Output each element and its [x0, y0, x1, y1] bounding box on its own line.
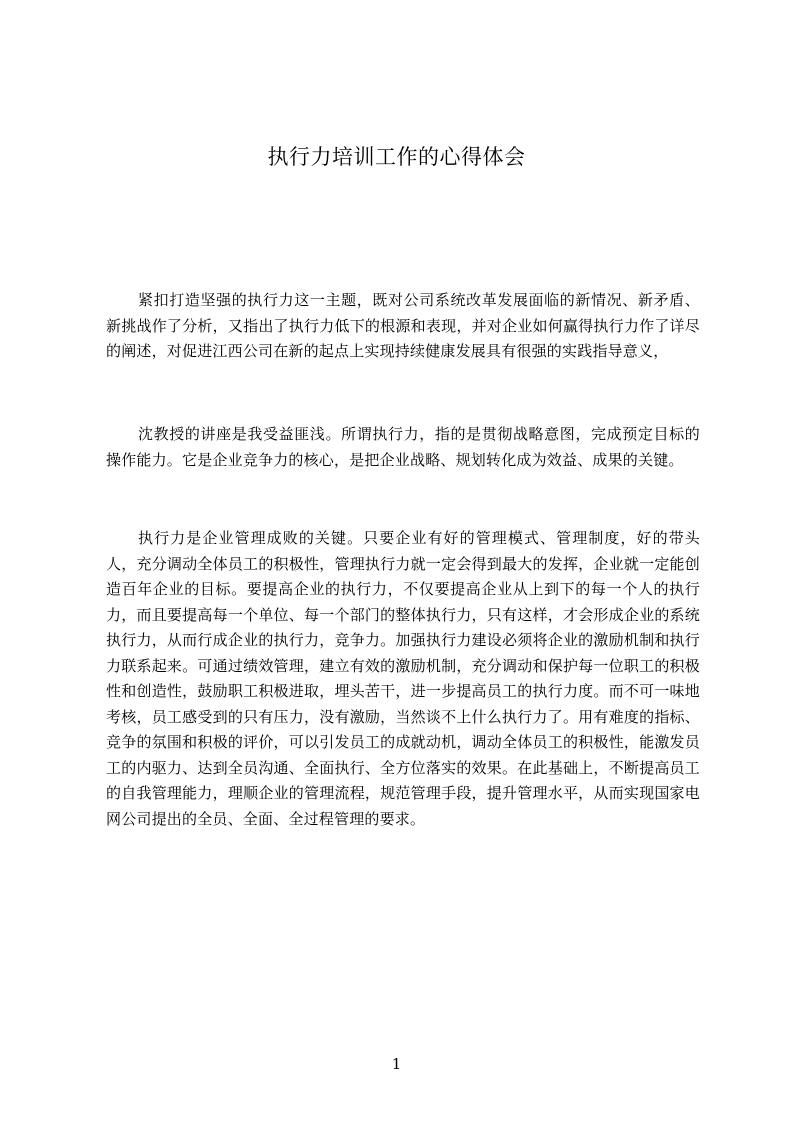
page-title: 执行力培训工作的心得体会: [267, 145, 526, 169]
paragraph-analysis: 执行力是企业管理成败的关键。只要企业有好的管理模式、管理制度，好的带头人，充分调动全体员工的积极性，管理执行力就一定会得到最大的发挥，企业就一定能创造百年企业的目标。要提高企业的执行力，不仅要提高企业从上到下的每一个人的执行力，而且要提高每一个单位、每一个部门的整体执行力，只有这样，才会形成企业的系统执行力，从而行成企业的执行力，竞争力。加强执行力建设必须将企业的激励机制和执行力联系起来。可通过绩效管理，建立有效的激励机制，充分调动和保护每一位职工的积极性和创造性，鼓励职工积极进取，埋头苦干，进一步提高员工的执行力度。而不可一味地考核，员工感受到的只有压力，没有激励，当然谈不上什么执行力了。用有难度的指标、竞争的氛围和积极的评价，可以引发员工的成就动机，调动全体员工的积极性，能激发员工的内驱力、达到全员沟通、全面执行、全方位落实的效果。在此基础上，不断提高员工的自我管理能力，理顺企业的管理流程，规范管理手段，提升管理水平，从而实现国家电网公司提出的全员、全面、全过程管理的要求。: [106, 529, 700, 828]
paragraph-intro: 紧扣打造坚强的执行力这一主题，既对公司系统改革发展面临的新情况、新矛盾、新挑战作了分析，又指出了执行力低下的根源和表现，并对企业如何赢得执行力作了详尽的阐述，对促进江西公司在新的起点上实现持续健康发展具有很强的实践指导意义，: [106, 291, 700, 360]
page-number: 1: [391, 1055, 402, 1073]
paragraph-definition: 沈教授的讲座是我受益匪浅。所谓执行力，指的是贯彻战略意图，完成预定目标的操作能力。它是企业竞争力的核心，是把企业战略、规划转化成为效益、成果的关键。: [106, 425, 700, 469]
